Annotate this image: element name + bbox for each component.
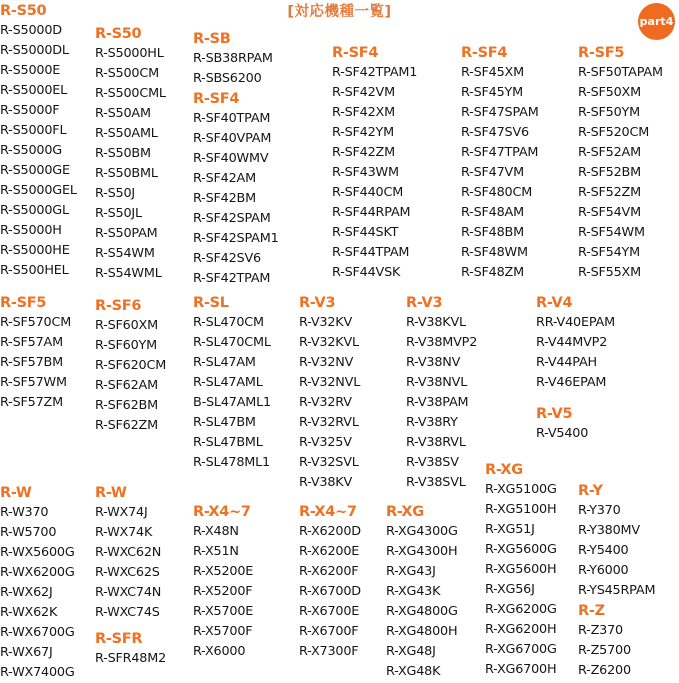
- model-item: R-SF54VM: [578, 205, 641, 220]
- model-item: R-X5200F: [193, 584, 253, 599]
- model-item: R-Y5400: [578, 543, 629, 558]
- model-item: R-SF480CM: [461, 185, 533, 200]
- series-group-r-sf4-a: [193, 89, 279, 289]
- model-item: R-V46EPAM: [536, 375, 607, 390]
- series-heading: R-V3: [406, 295, 443, 311]
- model-item: R-V38NVL: [406, 375, 468, 390]
- model-item: R-SF60XM: [95, 318, 158, 333]
- model-item: R-WX7400G: [0, 665, 75, 680]
- series-group-r-sfr: [95, 629, 166, 669]
- model-item: R-V32KV: [299, 315, 353, 330]
- series-heading: R-XG: [386, 504, 424, 520]
- model-item: R-XG5600G: [485, 542, 557, 557]
- model-item: R-S5000GL: [0, 203, 69, 218]
- model-item: R-SF47TPAM: [461, 145, 539, 160]
- model-item: R-SF47VM: [461, 165, 524, 180]
- model-item: R-SF440CM: [332, 185, 404, 200]
- model-item: R-Z5700: [578, 643, 631, 658]
- series-group-r-v5: [536, 404, 588, 444]
- model-item: R-X6700E: [299, 604, 360, 619]
- series-group-r-sf5-b: [0, 293, 71, 413]
- series-group-r-w-b: [95, 483, 161, 623]
- model-item: R-WXC74S: [95, 605, 160, 620]
- series-group-r-v3-b: [406, 293, 477, 493]
- model-item: R-Z6200: [578, 663, 631, 678]
- series-group-r-sf5-a: [578, 43, 663, 283]
- model-item: R-S50AML: [95, 126, 158, 141]
- model-item: B-SL47AML1: [193, 395, 271, 410]
- model-item: R-WX6700G: [0, 625, 75, 640]
- model-item: R-S5000E: [0, 63, 61, 78]
- model-item: R-SF43WM: [332, 165, 399, 180]
- series-heading: R-SF5: [0, 295, 47, 311]
- part-badge: part4: [638, 3, 675, 40]
- series-group-r-s50-b: [95, 24, 166, 284]
- model-item: R-SF55XM: [578, 265, 641, 280]
- model-item: R-S50JL: [95, 206, 142, 221]
- model-item: R-S5000G: [0, 143, 62, 158]
- page-title: [対応機種一覧]: [287, 4, 392, 20]
- model-item: R-SBS6200: [193, 71, 262, 86]
- series-heading: R-XG: [485, 462, 523, 478]
- series-heading: R-S50: [0, 3, 47, 19]
- model-item: R-X48N: [193, 524, 239, 539]
- series-heading: R-V4: [536, 295, 573, 311]
- model-item: R-SF520CM: [578, 125, 650, 140]
- model-item: R-V32RVL: [299, 415, 359, 430]
- model-item: R-SF40VPAM: [193, 131, 272, 146]
- model-item: R-V44PAH: [536, 355, 597, 370]
- model-item: R-XG4300G: [386, 524, 458, 539]
- model-item: R-SL470CML: [193, 335, 271, 350]
- model-item: R-SF40TPAM: [193, 111, 271, 126]
- model-item: R-SF45XM: [461, 65, 524, 80]
- model-item: R-XG5600H: [485, 562, 557, 577]
- model-item: R-SL47AM: [193, 355, 256, 370]
- model-item: R-V32RV: [299, 395, 352, 410]
- model-item: R-SF57WM: [0, 375, 67, 390]
- series-heading: R-SF4: [193, 91, 240, 107]
- model-item: R-SF48AM: [461, 205, 524, 220]
- model-item: R-SF42AM: [193, 171, 256, 186]
- model-item: R-XG51J: [485, 522, 535, 537]
- model-item: R-SB38RPAM: [193, 51, 273, 66]
- series-heading: R-X4~7: [299, 504, 357, 520]
- series-group-r-w-a: [0, 483, 75, 683]
- model-item: R-SF40WMV: [193, 151, 269, 166]
- model-item: R-S50PAM: [95, 226, 158, 241]
- series-heading: R-Y: [578, 483, 603, 499]
- model-item: R-S5000GE: [0, 163, 70, 178]
- model-item: R-XG4300H: [386, 544, 458, 559]
- model-item: R-XG43J: [386, 564, 436, 579]
- model-item: R-SF42SV6: [193, 251, 261, 266]
- model-item: R-V38KVL: [406, 315, 466, 330]
- model-item: R-SF42YM: [332, 125, 395, 140]
- model-item: R-SF62BM: [95, 398, 158, 413]
- series-group-r-sf4-c: [461, 43, 539, 283]
- model-item: R-SFR48M2: [95, 651, 167, 666]
- model-item: R-WX6200G: [0, 565, 75, 580]
- model-item: R-SL478ML1: [193, 455, 270, 470]
- model-item: R-Y6000: [578, 563, 629, 578]
- series-heading: R-SFR: [95, 631, 143, 647]
- model-item: R-SL47BML: [193, 435, 263, 450]
- series-group-r-v4: [536, 293, 615, 393]
- model-item: R-V38RY: [406, 415, 458, 430]
- model-item: R-SF44VSK: [332, 265, 401, 280]
- model-item: R-XG48K: [386, 664, 441, 679]
- model-item: R-Z370: [578, 623, 623, 638]
- model-item: R-SL47BM: [193, 415, 256, 430]
- series-group-r-y: [578, 481, 655, 601]
- model-item: R-X6200E: [299, 544, 360, 559]
- series-group-r-s50-a: [0, 1, 77, 281]
- series-heading: R-SF4: [461, 45, 508, 61]
- model-item: R-XG6200H: [485, 622, 557, 637]
- model-item: R-WX67J: [0, 645, 53, 660]
- model-item: R-W370: [0, 505, 49, 520]
- model-item: R-S5000FL: [0, 123, 67, 138]
- model-item: R-SF54YM: [578, 245, 641, 260]
- model-item: R-V5400: [536, 426, 589, 441]
- model-item: R-Y380MV: [578, 523, 640, 538]
- model-item: R-SF48ZM: [461, 265, 524, 280]
- model-item: R-SF44TPAM: [332, 245, 410, 260]
- model-item: R-SF47SPAM: [461, 105, 539, 120]
- series-group-r-xg-a: [386, 502, 458, 682]
- series-heading: R-SF5: [578, 45, 625, 61]
- model-item: R-X6700F: [299, 624, 359, 639]
- model-item: R-WX74J: [95, 505, 148, 520]
- model-item: R-SF50YM: [578, 105, 641, 120]
- model-item: R-SF42TPAM1: [332, 65, 418, 80]
- model-item: R-S5000F: [0, 103, 60, 118]
- model-item: R-S54WML: [95, 266, 162, 281]
- model-item: R-SF62ZM: [95, 418, 158, 433]
- series-heading: R-W: [0, 485, 32, 501]
- model-item: R-WXC74N: [95, 585, 162, 600]
- series-heading: R-SL: [193, 295, 229, 311]
- series-group-r-sf4-b: [332, 43, 417, 283]
- model-item: R-SF42SPAM: [193, 211, 271, 226]
- model-item: R-S50J: [95, 186, 135, 201]
- model-item: R-XG43K: [386, 584, 441, 599]
- model-item: R-S50BM: [95, 146, 151, 161]
- model-item: R-S500CML: [95, 86, 166, 101]
- series-group-r-sb: [193, 29, 273, 89]
- series-heading: R-V3: [299, 295, 336, 311]
- model-item: R-SF620CM: [95, 358, 167, 373]
- model-item: R-XG5100G: [485, 482, 557, 497]
- model-item: R-V32SVL: [299, 455, 359, 470]
- model-item: R-SF50XM: [578, 85, 641, 100]
- model-item: R-SF57AM: [0, 335, 63, 350]
- model-item: R-S5000DL: [0, 43, 69, 58]
- model-item: R-V325V: [299, 435, 352, 450]
- model-item: R-WX62K: [0, 605, 58, 620]
- model-item: R-SF42ZM: [332, 145, 395, 160]
- model-item: R-SF57ZM: [0, 395, 63, 410]
- model-item: R-V38KV: [299, 475, 353, 490]
- model-item: R-S500CM: [95, 66, 159, 81]
- model-item: R-SF48BM: [461, 225, 524, 240]
- model-item: R-S5000H: [0, 223, 62, 238]
- model-item: R-S54WM: [95, 246, 155, 261]
- model-item: R-SF42VM: [332, 85, 395, 100]
- model-item: RR-V40EPAM: [536, 315, 615, 330]
- series-heading: R-SF6: [95, 298, 142, 314]
- model-item: R-S5000GEL: [0, 183, 77, 198]
- series-group-r-v3-a: [299, 293, 360, 493]
- model-item: R-YS45RPAM: [578, 583, 656, 598]
- series-group-r-x4-7-b: [299, 502, 361, 662]
- model-item: R-SF52BM: [578, 165, 641, 180]
- model-item: R-S5000EL: [0, 83, 68, 98]
- model-item: R-V38SVL: [406, 475, 466, 490]
- model-item: R-S5000HL: [95, 46, 164, 61]
- model-item: R-XG4800H: [386, 624, 458, 639]
- model-item: R-V32NV: [299, 355, 354, 370]
- model-item: R-S50AM: [95, 106, 151, 121]
- model-item: R-WX62J: [0, 585, 53, 600]
- model-item: R-SF50TAPAM: [578, 65, 663, 80]
- series-heading: R-X4~7: [193, 504, 251, 520]
- model-item: R-SF52ZM: [578, 185, 641, 200]
- model-item: R-XG48J: [386, 644, 436, 659]
- model-item: R-XG6200G: [485, 602, 557, 617]
- model-item: R-SF42SPAM1: [193, 231, 279, 246]
- series-group-r-xg-b: [485, 460, 557, 680]
- series-heading: R-V5: [536, 406, 573, 422]
- model-item: R-SL470CM: [193, 315, 264, 330]
- model-item: R-S5000HE: [0, 243, 70, 258]
- model-item: R-X5700E: [193, 604, 254, 619]
- model-item: R-SL47AML: [193, 375, 263, 390]
- series-heading: R-W: [95, 485, 127, 501]
- series-group-r-x4-7-a: [193, 502, 253, 662]
- series-heading: R-Z: [578, 603, 605, 619]
- model-item: R-SF60YM: [95, 338, 158, 353]
- model-item: R-X6700D: [299, 584, 361, 599]
- model-item: R-WXC62N: [95, 545, 162, 560]
- model-item: R-V38PAM: [406, 395, 469, 410]
- model-item: R-V38RVL: [406, 435, 466, 450]
- model-item: R-SF57BM: [0, 355, 63, 370]
- model-item: R-S50BML: [95, 166, 158, 181]
- model-item: R-SF47SV6: [461, 125, 529, 140]
- model-item: R-X6200D: [299, 524, 361, 539]
- model-item: R-S5000D: [0, 23, 62, 38]
- model-item: R-V38MVP2: [406, 335, 478, 350]
- model-item: R-XG4800G: [386, 604, 458, 619]
- series-group-r-sf6: [95, 296, 166, 436]
- model-item: R-WX74K: [95, 525, 153, 540]
- model-item: R-SF570CM: [0, 315, 72, 330]
- series-heading: R-SF4: [332, 45, 379, 61]
- model-item: R-XG6700G: [485, 642, 557, 657]
- model-item: R-X6200F: [299, 564, 359, 579]
- model-item: R-V38SV: [406, 455, 459, 470]
- model-item: R-SF54WM: [578, 225, 645, 240]
- model-item: R-X6000: [193, 644, 246, 659]
- series-heading: R-S50: [95, 26, 142, 42]
- model-item: R-SF42BM: [193, 191, 256, 206]
- model-item: R-SF45YM: [461, 85, 524, 100]
- series-group-r-sl: [193, 293, 271, 473]
- model-item: R-S500HEL: [0, 263, 69, 278]
- model-item: R-XG5100H: [485, 502, 557, 517]
- model-item: R-X7300F: [299, 644, 359, 659]
- model-item: R-SF62AM: [95, 378, 158, 393]
- model-item: R-V44MVP2: [536, 335, 608, 350]
- model-item: R-SF42TPAM: [193, 271, 271, 286]
- model-item: R-XG6700H: [485, 662, 557, 677]
- model-item: R-WXC62S: [95, 565, 160, 580]
- model-item: R-SF48WM: [461, 245, 528, 260]
- model-item: R-X5200E: [193, 564, 254, 579]
- model-item: R-V32KVL: [299, 335, 359, 350]
- model-item: R-V32NVL: [299, 375, 361, 390]
- model-item: R-WX5600G: [0, 545, 75, 560]
- series-group-r-z: [578, 601, 631, 681]
- model-item: R-SF52AM: [578, 145, 641, 160]
- model-item: R-W5700: [0, 525, 57, 540]
- series-heading: R-SB: [193, 31, 231, 47]
- model-item: R-Y370: [578, 503, 621, 518]
- model-item: R-V38NV: [406, 355, 461, 370]
- model-item: R-XG56J: [485, 582, 535, 597]
- model-item: R-SF44RPAM: [332, 205, 411, 220]
- model-item: R-SF44SKT: [332, 225, 399, 240]
- model-item: R-X5700F: [193, 624, 253, 639]
- model-item: R-X51N: [193, 544, 239, 559]
- model-item: R-SF42XM: [332, 105, 395, 120]
